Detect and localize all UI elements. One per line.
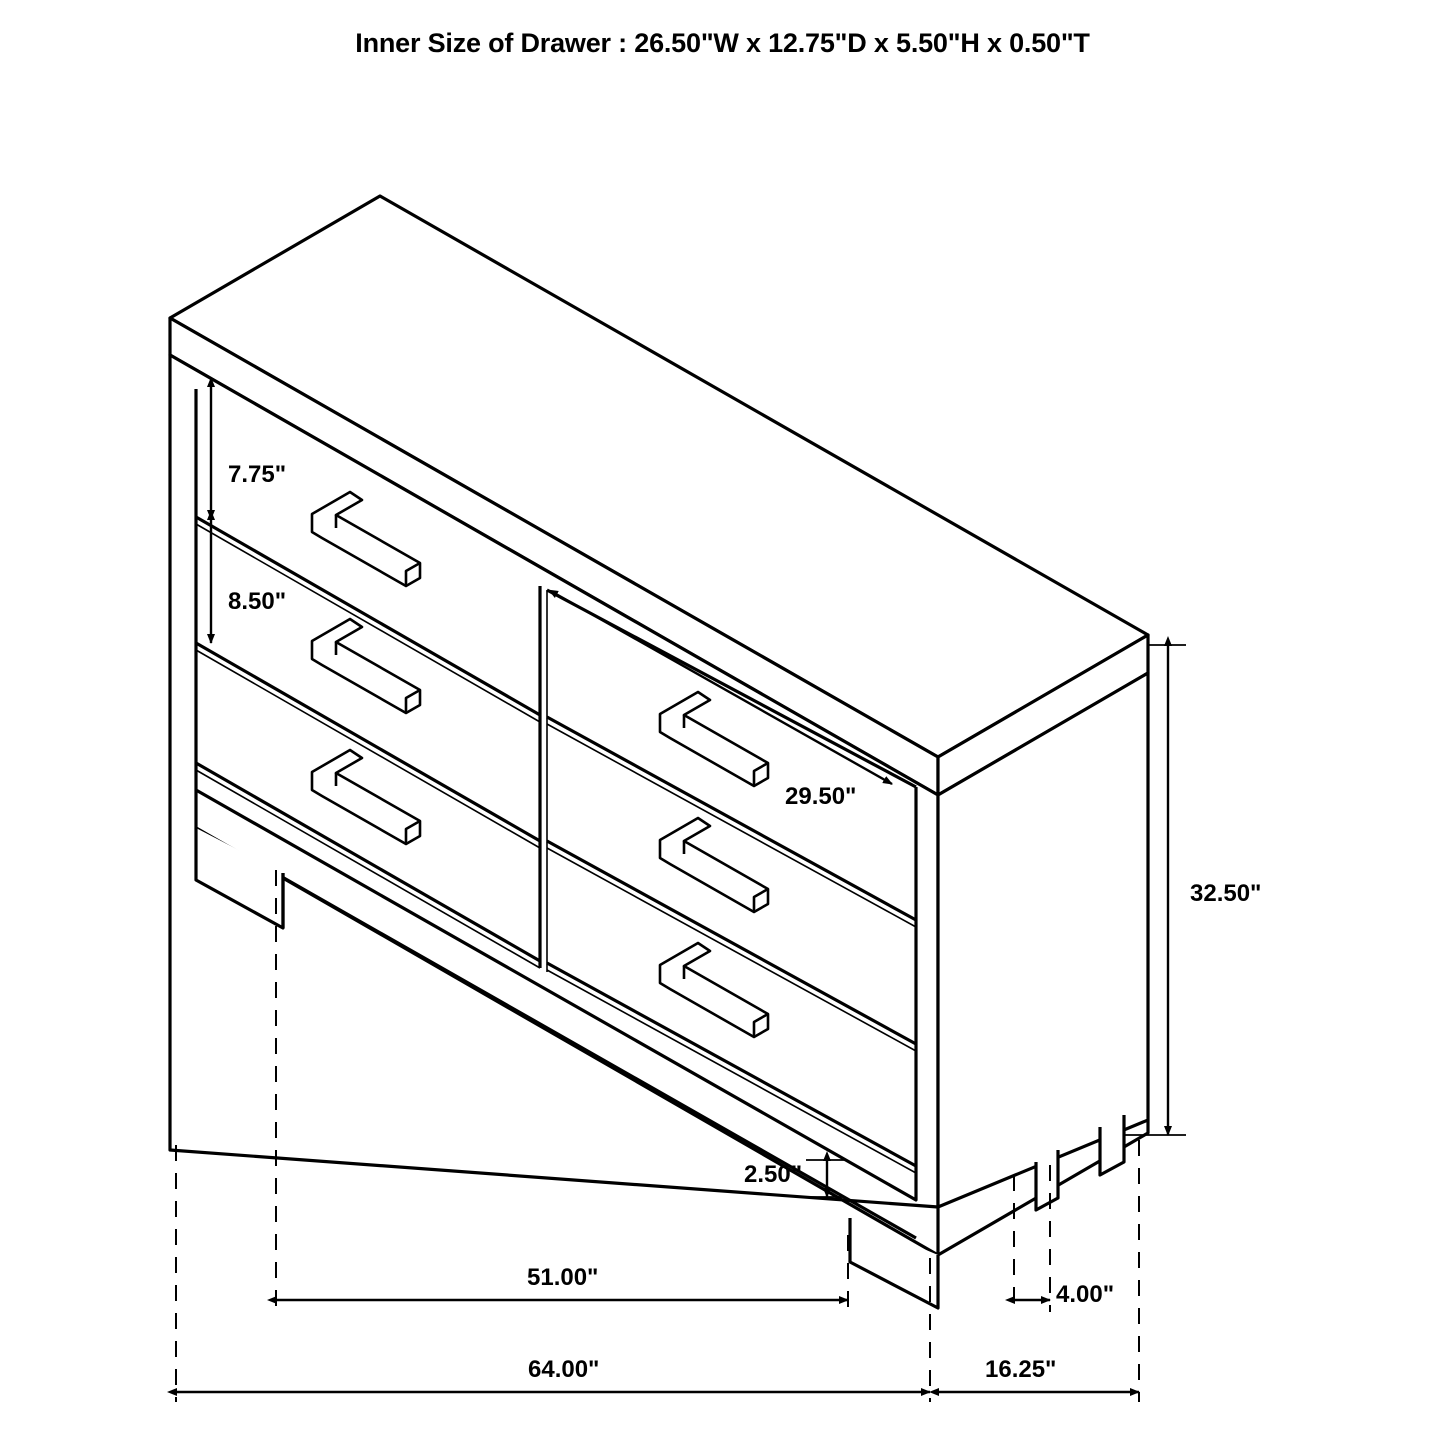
dresser-body [170,196,1148,1308]
dim-label-64-00: 64.00" [528,1356,600,1383]
dim-label-16-25: 16.25" [985,1356,1057,1383]
dim-label-8-50: 8.50" [228,588,287,615]
dim-label-51-00: 51.00" [527,1264,599,1291]
dim-label-29-50: 29.50" [785,783,857,810]
dim-label-4-00: 4.00" [1056,1281,1115,1308]
dim-label-32-50: 32.50" [1190,880,1262,907]
page-title: Inner Size of Drawer : 26.50"W x 12.75"D x 5.50"H x 0.50"T [355,28,1090,58]
dim-label-2-50: 2.50" [744,1161,803,1188]
dim-label-7-75: 7.75" [228,461,287,488]
